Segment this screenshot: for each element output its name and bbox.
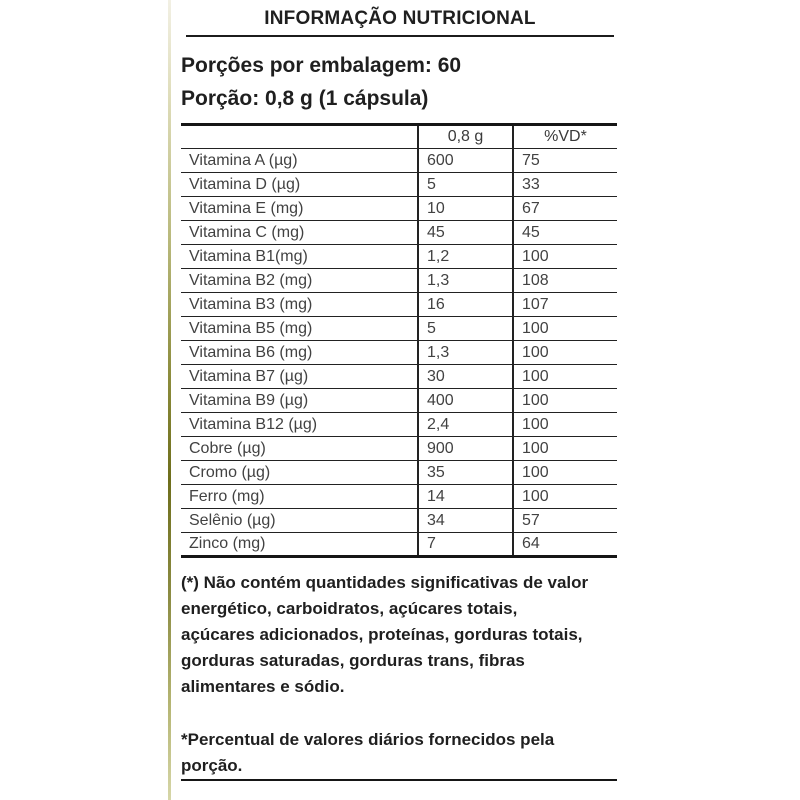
portion-size-line: Porção: 0,8 g (1 cápsula) — [181, 87, 429, 110]
cell-nutrient: Vitamina B7 (µg) — [181, 365, 418, 389]
cell-dv: 100 — [513, 365, 617, 389]
note-line: (*) Não contém quantidades significativas de valor — [181, 573, 589, 592]
cell-amount: 1,2 — [418, 245, 513, 269]
cell-dv: 75 — [513, 149, 617, 173]
table-row — [181, 461, 617, 485]
note-line: alimentares e sódio. — [181, 677, 345, 696]
cell-dv: 100 — [513, 389, 617, 413]
label-edge-strip — [168, 0, 171, 800]
cell-dv: 64 — [513, 533, 617, 557]
table-row — [181, 485, 617, 509]
note-line: porção. — [181, 756, 243, 775]
table-row — [181, 533, 617, 557]
cell-dv: 100 — [513, 413, 617, 437]
cell-nutrient: Vitamina D (µg) — [181, 173, 418, 197]
cell-nutrient: Cobre (µg) — [181, 437, 418, 461]
cell-dv: 100 — [513, 341, 617, 365]
nutrition-table — [181, 123, 617, 558]
cell-nutrient: Vitamina B1(mg) — [181, 245, 418, 269]
cell-dv: 100 — [513, 245, 617, 269]
cell-nutrient: Vitamina B9 (µg) — [181, 389, 418, 413]
cell-dv: 108 — [513, 269, 617, 293]
table-row — [181, 197, 617, 221]
cell-amount: 400 — [418, 389, 513, 413]
table-row — [181, 389, 617, 413]
cell-dv: 45 — [513, 221, 617, 245]
cell-nutrient: Vitamina B12 (µg) — [181, 413, 418, 437]
table-row — [181, 149, 617, 173]
cell-amount: 900 — [418, 437, 513, 461]
note-line: açúcares adicionados, proteínas, gorduras totais, — [181, 625, 583, 644]
cell-nutrient: Vitamina B2 (mg) — [181, 269, 418, 293]
cell-dv: 100 — [513, 437, 617, 461]
cell-amount: 600 — [418, 149, 513, 173]
table-row — [181, 221, 617, 245]
cell-amount: 34 — [418, 509, 513, 533]
cell-amount: 1,3 — [418, 269, 513, 293]
cell-amount: 10 — [418, 197, 513, 221]
no-significant-amounts-note — [181, 570, 617, 700]
table-row — [181, 245, 617, 269]
cell-nutrient: Vitamina B5 (mg) — [181, 317, 418, 341]
cell-amount: 1,3 — [418, 341, 513, 365]
cell-nutrient: Vitamina B3 (mg) — [181, 293, 418, 317]
percent-dv-note — [181, 727, 617, 781]
cell-nutrient: Ferro (mg) — [181, 485, 418, 509]
cell-dv: 100 — [513, 485, 617, 509]
table-row — [181, 269, 617, 293]
servings-per-package-line: Porções por embalagem: 60 — [181, 54, 462, 77]
column-header-amount: 0,8 g — [418, 125, 513, 149]
cell-dv: 107 — [513, 293, 617, 317]
table-header-row — [181, 125, 617, 149]
cell-dv: 67 — [513, 197, 617, 221]
nutrition-label — [181, 0, 617, 781]
cell-amount: 7 — [418, 533, 513, 557]
table-row — [181, 317, 617, 341]
cell-amount: 14 — [418, 485, 513, 509]
note-line: *Percentual de valores diários fornecidos pela — [181, 730, 555, 749]
table-row — [181, 341, 617, 365]
cell-amount: 5 — [418, 317, 513, 341]
cell-amount: 35 — [418, 461, 513, 485]
cell-amount: 30 — [418, 365, 513, 389]
cell-nutrient: Vitamina A (µg) — [181, 149, 418, 173]
table-row — [181, 509, 617, 533]
column-header-nutrient — [181, 125, 418, 149]
cell-amount: 45 — [418, 221, 513, 245]
column-header-dv: %VD* — [513, 125, 617, 149]
page-title: INFORMAÇÃO NUTRICIONAL — [264, 8, 536, 29]
cell-nutrient: Vitamina C (mg) — [181, 221, 418, 245]
table-row — [181, 365, 617, 389]
note-line: energético, carboidratos, açúcares totais, — [181, 599, 518, 618]
cell-amount: 5 — [418, 173, 513, 197]
table-row — [181, 173, 617, 197]
cell-nutrient: Zinco (mg) — [189, 535, 266, 552]
cell-dv: 33 — [513, 173, 617, 197]
nutrition-table-head — [181, 125, 617, 149]
cell-amount: 2,4 — [418, 413, 513, 437]
cell-dv: 100 — [513, 461, 617, 485]
cell-dv: 100 — [513, 317, 617, 341]
cell-nutrient: Cromo (µg) — [181, 461, 418, 485]
cell-nutrient: Selênio (µg) — [181, 509, 418, 533]
nutrition-title-block — [186, 8, 614, 37]
note-line: gorduras saturadas, gorduras trans, fibras — [181, 651, 525, 670]
table-row — [181, 293, 617, 317]
cell-nutrient: Vitamina B6 (mg) — [181, 341, 418, 365]
table-row — [181, 413, 617, 437]
nutrition-table-body — [181, 149, 617, 557]
cell-nutrient: Vitamina E (mg) — [181, 197, 418, 221]
cell-amount: 16 — [418, 293, 513, 317]
table-row — [181, 437, 617, 461]
cell-dv: 57 — [513, 509, 617, 533]
